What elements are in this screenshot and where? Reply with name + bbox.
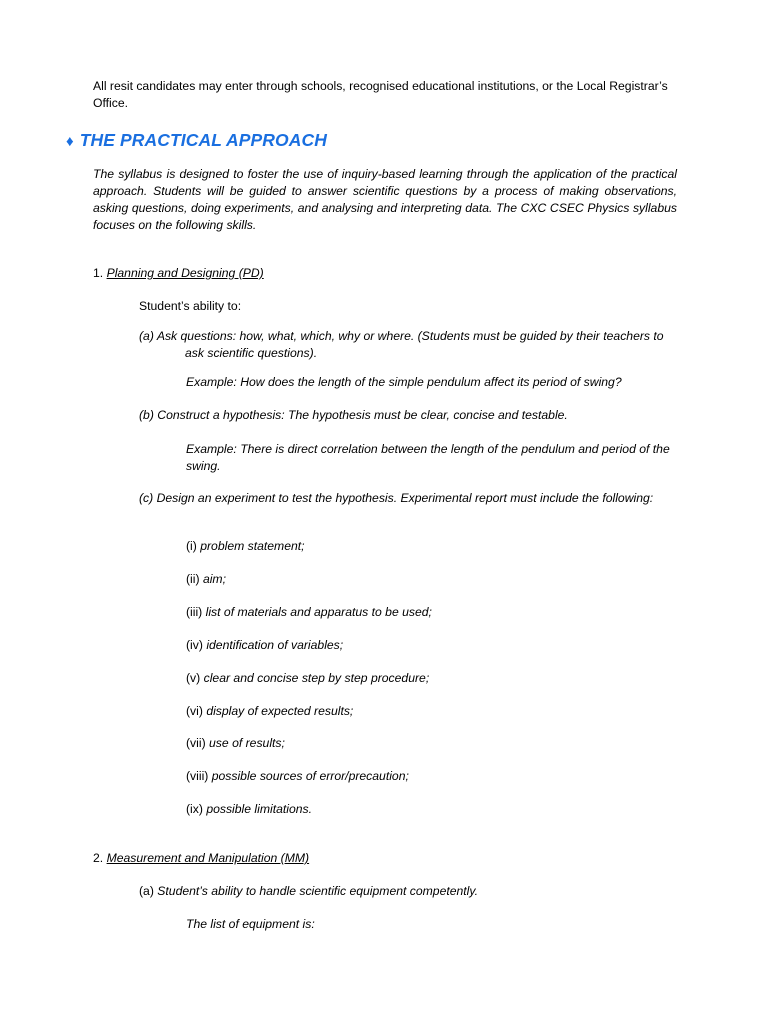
report-item [186, 703, 353, 720]
item-b-hypothesis: (b) Construct a hypothesis: The hypothesis must be clear, concise and testable. [139, 408, 568, 422]
item-c-design-experiment: (c) Design an experiment to test the hypothesis. Experimental report must include the following: [139, 491, 654, 505]
report-item-number: (i) [186, 539, 197, 553]
example-a: Example: How does the length of the simple pendulum affect its period of swing? [186, 375, 622, 389]
report-item-text: problem statement; [200, 539, 305, 553]
report-item-text: display of expected results; [206, 704, 354, 718]
item-a-ask-questions: (a) Ask questions: how, what, which, why or where. (Students must be guided by their teachers to ask scientific questions). [139, 329, 664, 360]
report-item-text: possible sources of error/precaution; [211, 769, 409, 783]
skill-1-heading [93, 265, 264, 282]
report-item-text: identification of variables; [206, 638, 344, 652]
skill-2-item-a [139, 883, 478, 900]
report-item [186, 538, 305, 555]
report-item [186, 801, 312, 818]
report-item [186, 604, 432, 621]
report-item-number: (iii) [186, 605, 203, 619]
syllabus-paragraph: The syllabus is designed to foster the use of inquiry-based learning through the application of the practical approach. Students will be guided to answer scientific questions by a process of making observations, asking questions, doing experiments, and analysing and interpreting data. The CXC CSEC Physics syllabus focuses on the following skills. [93, 167, 677, 232]
skill-2-number: 2. [93, 851, 104, 865]
report-item-number: (vii) [186, 736, 206, 750]
report-item-text: aim; [202, 572, 226, 586]
report-item-number: (vi) [186, 704, 203, 718]
report-item [186, 670, 429, 687]
report-item-text: use of results; [209, 736, 285, 750]
report-item-number: (viii) [186, 769, 209, 783]
ability-label: Student’s ability to: [139, 299, 242, 313]
skill-1-number: 1. [93, 266, 104, 280]
report-item-text: list of materials and apparatus to be used; [205, 605, 432, 619]
skill-1-title: Planning and Designing (PD) [106, 266, 264, 280]
skill-2-heading [93, 850, 309, 867]
skill-2-title: Measurement and Manipulation (MM) [106, 851, 310, 865]
section-heading [66, 129, 327, 153]
skill-2-item-a-number: (a) [139, 884, 154, 898]
report-item-number: (ix) [186, 802, 203, 816]
report-item-number: (ii) [186, 572, 200, 586]
example-b: Example: There is direct correlation between the length of the pendulum and period of the swing. [186, 442, 670, 473]
diamond-bullet-icon: ♦ [66, 133, 74, 150]
report-item-text: possible limitations. [206, 802, 312, 816]
report-item-number: (v) [186, 671, 201, 685]
equipment-list-label: The list of equipment is: [186, 917, 315, 931]
skill-2-item-a-text: Student’s ability to handle scientific equipment competently. [157, 884, 478, 898]
report-item [186, 735, 285, 752]
report-item [186, 768, 409, 785]
section-title: THE PRACTICAL APPROACH [79, 130, 327, 150]
intro-text: All resit candidates may enter through schools, recognised educational institutions, or the Local Registrar’s Office. [93, 79, 668, 110]
report-item [186, 571, 226, 588]
report-item-number: (iv) [186, 638, 203, 652]
report-item [186, 637, 343, 654]
report-item-text: clear and concise step by step procedure; [203, 671, 430, 685]
